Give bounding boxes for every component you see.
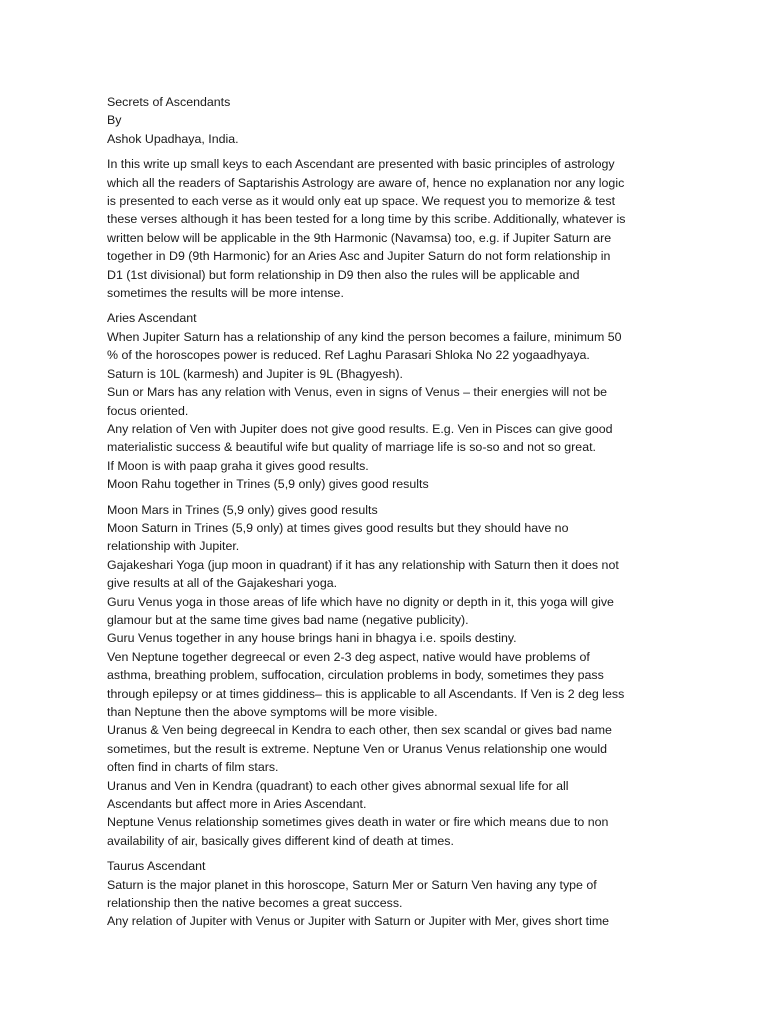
text-line: Neptune Venus relationship sometimes gives death in water or fire which means due to non (107, 815, 609, 830)
text-line: focus oriented. (107, 403, 189, 418)
text-line: which all the readers of Saptarishis Astrology are aware of, hence no explanation nor any logic (107, 175, 625, 190)
intro-paragraph (107, 155, 638, 302)
aries-section-part2 (107, 501, 638, 851)
text-line: Ven Neptune together degreecal or even 2-3 deg aspect, native would have problems of (107, 649, 590, 664)
taurus-section (107, 857, 638, 931)
text-line: When Jupiter Saturn has a relationship of any kind the person becomes a failure, minimum 50 (107, 329, 622, 344)
section-heading-taurus: Taurus Ascendant (107, 859, 206, 874)
text-line: Guru Venus yoga in those areas of life which have no dignity or depth in it, this yoga will give (107, 594, 614, 609)
text-line: give results at all of the Gajakeshari yoga. (107, 576, 338, 591)
text-line: glamour but at the same time gives bad name (negative publicity). (107, 612, 469, 627)
document-header (107, 93, 638, 148)
text-line: Sun or Mars has any relation with Venus, even in signs of Venus – their energies will not be (107, 385, 608, 400)
author-name: Ashok Upadhaya, India. (107, 131, 239, 146)
text-line: sometimes the results will be more intense. (107, 286, 344, 301)
text-line: sometimes, but the result is extreme. Neptune Ven or Uranus Venus relationship one would (107, 741, 608, 756)
text-line: relationship then the native becomes a great success. (107, 896, 403, 911)
text-line: than Neptune then the above symptoms will be more visible. (107, 705, 438, 719)
document-title: Secrets of Ascendants (107, 95, 231, 109)
text-line: written below will be applicable in the 9th Harmonic (Navamsa) too, e.g. if Jupiter Saturn are (107, 230, 612, 245)
section-heading-aries: Aries Ascendant (107, 311, 197, 326)
text-line: is presented to each verse as it would only eat up space. We request you to memorize & test (107, 194, 616, 209)
text-line: Any relation of Ven with Jupiter does not give good results. E.g. Ven in Pisces can give good (107, 421, 613, 436)
text-line: % of the horoscopes power is reduced. Ref Laghu Parasari Shloka No 22 yogaadhyaya. (107, 348, 590, 363)
text-line: Moon Rahu together in Trines (5,9 only) gives good results (107, 477, 429, 492)
text-line: together in D9 (9th Harmonic) for an Aries Asc and Jupiter Saturn do not form relationship in (107, 249, 611, 264)
text-line: Moon Saturn in Trines (5,9 only) at times gives good results but they should have no (107, 520, 569, 535)
text-line: In this write up small keys to each Ascendant are presented with basic principles of astrology (107, 157, 615, 172)
text-line: Any relation of Jupiter with Venus or Jupiter with Saturn or Jupiter with Mer, gives short time (107, 914, 610, 929)
text-line: Saturn is 10L (karmesh) and Jupiter is 9L (Bhagyesh). (107, 366, 403, 381)
text-line: D1 (1st divisional) but form relationship in D9 then also the rules will be applicable and (107, 267, 580, 282)
text-line: availability of air, basically gives different kind of death at times. (107, 833, 454, 848)
aries-section-part1 (107, 309, 638, 493)
text-line: Guru Venus together in any house brings hani in bhagya i.e. spoils destiny. (107, 631, 517, 646)
text-line: relationship with Jupiter. (107, 539, 240, 554)
text-line: Gajakeshari Yoga (jup moon in quadrant) if it has any relationship with Saturn then it does not (107, 557, 619, 572)
text-line: Uranus & Ven being degreecal in Kendra to each other, then sex scandal or gives bad name (107, 723, 612, 738)
text-line: If Moon is with paap graha it gives good results. (107, 458, 369, 473)
byline-label: By (107, 113, 122, 128)
text-line: these verses although it has been tested for a long time by this scribe. Additionally, whatever is (107, 212, 626, 227)
text-line: Uranus and Ven in Kendra (quadrant) to each other gives abnormal sexual life for all (107, 778, 569, 793)
text-line: often find in charts of film stars. (107, 760, 279, 775)
text-line: through epilepsy or at times giddiness– this is applicable to all Ascendants. If Ven is 2 deg less (107, 686, 625, 701)
text-line: asthma, breathing problem, suffocation, circulation problems in body, sometimes they pass (107, 668, 604, 683)
text-line: Ascendants but affect more in Aries Ascendant. (107, 797, 367, 812)
text-line: Saturn is the major planet in this horoscope, Saturn Mer or Saturn Ven having any type of (107, 877, 597, 892)
text-line: materialistic success & beautiful wife but quality of marriage life is so-so and not so great. (107, 440, 596, 455)
text-line: Moon Mars in Trines (5,9 only) gives good results (107, 502, 378, 517)
